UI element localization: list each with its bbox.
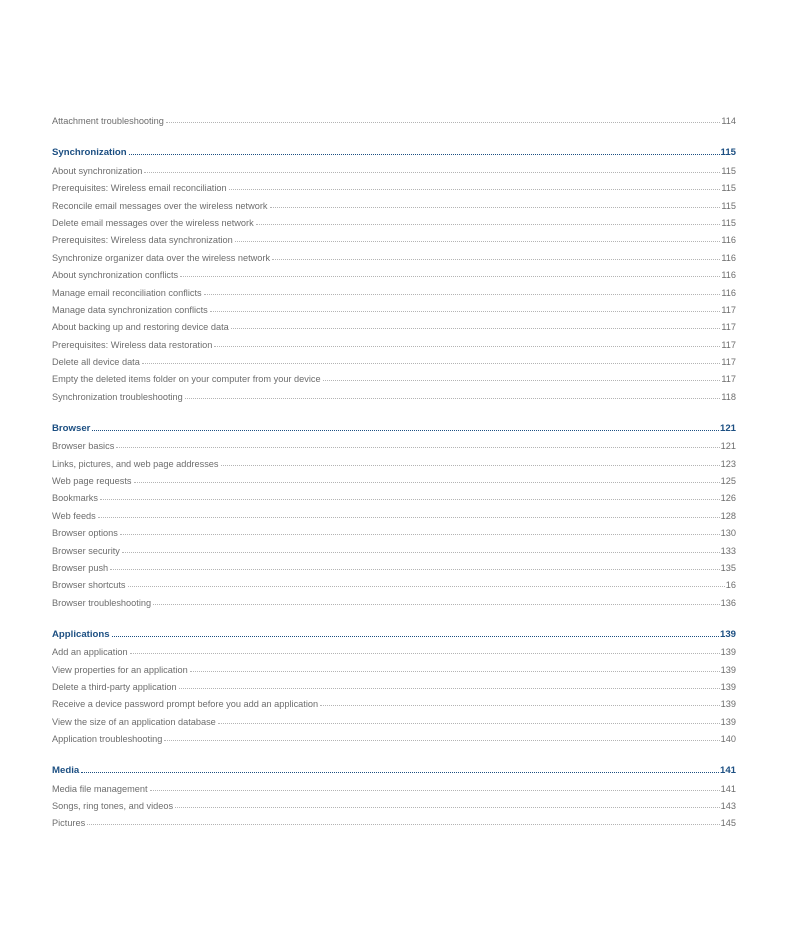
toc-entry[interactable] — [52, 109, 736, 126]
toc-entry-page-number: 117 — [721, 339, 736, 350]
toc-entry-title: View the size of an application database — [52, 716, 216, 727]
toc-section-heading-page-number: 141 — [719, 765, 736, 777]
toc-entry[interactable] — [52, 434, 736, 451]
toc-entry-title: Browser shortcuts — [52, 580, 126, 591]
toc-entry[interactable] — [52, 280, 736, 297]
section-spacer — [52, 402, 736, 416]
toc-entry-page-number: 141 — [720, 783, 736, 794]
toc-entry-page-number: 130 — [720, 528, 736, 539]
section-spacer — [52, 744, 736, 758]
toc-entry[interactable] — [52, 776, 736, 793]
toc-entry[interactable] — [52, 503, 736, 520]
dot-leader — [129, 154, 720, 155]
dot-leader — [185, 398, 721, 399]
dot-leader — [81, 772, 719, 773]
toc-entry-title: Browser security — [52, 545, 120, 556]
toc-entry-page-number: 123 — [720, 458, 736, 469]
toc-entry[interactable] — [52, 657, 736, 674]
dot-leader — [235, 241, 721, 242]
toc-entry-page-number: 139 — [720, 716, 736, 727]
dot-leader — [190, 671, 720, 672]
toc-entry[interactable] — [52, 709, 736, 726]
toc-entry-title: Delete a third-party application — [52, 681, 177, 692]
toc-entry-page-number: 143 — [720, 800, 736, 811]
dot-leader — [320, 705, 720, 706]
toc-entry-title: Browser troubleshooting — [52, 597, 152, 608]
toc-entry-page-number: 133 — [720, 545, 736, 556]
toc-entry[interactable] — [52, 158, 736, 175]
toc-entry-title: Attachment troubleshooting — [52, 116, 164, 127]
toc-section-heading[interactable] — [52, 140, 736, 158]
toc-entry-title: Web feeds — [52, 510, 96, 521]
toc-entry-page-number: 117 — [721, 357, 736, 368]
toc-section-heading-page-number: 115 — [720, 147, 736, 159]
toc-entry-page-number: 139 — [720, 681, 736, 692]
section-spacer — [52, 126, 736, 140]
toc-entry-title: Prerequisites: Wireless data synchronization — [52, 235, 233, 246]
toc-entry[interactable] — [52, 367, 736, 384]
toc-entry[interactable] — [52, 486, 736, 503]
toc-entry-title: Receive a device password prompt before you add an application — [52, 699, 319, 710]
toc-entry[interactable] — [52, 263, 736, 280]
toc-entry[interactable] — [52, 211, 736, 228]
dot-leader — [142, 363, 720, 364]
toc-entry-page-number: 116 — [721, 235, 736, 246]
dot-leader — [256, 224, 721, 225]
toc-entry-page-number: 116 — [721, 252, 736, 263]
toc-entry-title: Manage data synchronization conflicts — [52, 304, 208, 315]
toc-entry[interactable] — [52, 794, 736, 811]
toc-entry-title: Pictures — [52, 818, 86, 829]
dot-leader — [166, 122, 720, 123]
toc-entry-title: Manage email reconciliation conflicts — [52, 287, 202, 298]
dot-leader — [87, 824, 719, 825]
toc-entry-title: View properties for an application — [52, 664, 188, 675]
toc-entry-title: Delete email messages over the wireless network — [52, 217, 254, 228]
toc-entry-title: Web page requests — [52, 476, 132, 487]
toc-entry[interactable] — [52, 675, 736, 692]
dot-leader — [150, 790, 720, 791]
toc-entry[interactable] — [52, 451, 736, 468]
dot-leader — [110, 569, 719, 570]
toc-entry-title: Bookmarks — [52, 493, 98, 504]
toc-entry[interactable] — [52, 298, 736, 315]
toc-entry-title: Empty the deleted items folder on your computer from your device — [52, 374, 321, 385]
toc-entry-title: Songs, ring tones, and videos — [52, 800, 174, 811]
dot-leader — [100, 499, 720, 500]
toc-entry-page-number: 140 — [720, 734, 736, 745]
dot-leader — [323, 380, 721, 381]
dot-leader — [221, 465, 720, 466]
toc-entry-title: Prerequisites: Wireless email reconciliation — [52, 183, 227, 194]
toc-entry[interactable] — [52, 350, 736, 367]
toc-entry-title: Browser basics — [52, 441, 115, 452]
toc-entry-page-number: 126 — [720, 493, 736, 504]
toc-entry-page-number: 125 — [720, 476, 736, 487]
toc-entry-page-number: 16 — [725, 580, 736, 591]
toc-entry-page-number: 116 — [721, 287, 736, 298]
dot-leader — [179, 688, 720, 689]
toc-entry[interactable] — [52, 811, 736, 828]
toc-section-heading-title: Browser — [52, 422, 91, 434]
toc-entry-page-number: 114 — [721, 116, 736, 127]
toc-entry-page-number: 117 — [721, 322, 736, 333]
toc-entry[interactable] — [52, 332, 736, 349]
toc-entry-title: Add an application — [52, 647, 128, 658]
toc-section-heading-title: Applications — [52, 628, 110, 640]
dot-leader — [92, 430, 719, 431]
toc-entry-page-number: 115 — [721, 183, 736, 194]
toc-entry[interactable] — [52, 573, 736, 590]
dot-leader — [98, 517, 720, 518]
toc-entry-title: Synchronize organizer data over the wireless network — [52, 252, 271, 263]
toc-entry[interactable] — [52, 384, 736, 401]
dot-leader — [270, 207, 721, 208]
section-spacer — [52, 608, 736, 622]
toc-entry-title: Delete all device data — [52, 357, 140, 368]
dot-leader — [272, 259, 720, 260]
toc-entry-page-number: 145 — [720, 818, 736, 829]
toc-section-heading[interactable] — [52, 416, 736, 434]
toc-entry[interactable] — [52, 640, 736, 657]
toc-entry-title: Prerequisites: Wireless data restoration — [52, 339, 213, 350]
toc-entry-page-number: 115 — [721, 200, 736, 211]
dot-leader — [122, 552, 720, 553]
toc-entry-page-number: 128 — [720, 510, 736, 521]
toc-entry-title: Reconcile email messages over the wireless network — [52, 200, 268, 211]
toc-entry-title: Browser push — [52, 562, 109, 573]
toc-entry-title: Browser options — [52, 528, 118, 539]
dot-leader — [144, 172, 720, 173]
dot-leader — [130, 653, 720, 654]
toc-entry-title: Links, pictures, and web page addresses — [52, 458, 219, 469]
toc-entry-page-number: 121 — [720, 441, 736, 452]
toc-entry[interactable] — [52, 556, 736, 573]
dot-leader — [153, 604, 720, 605]
toc-entry-page-number: 116 — [721, 270, 736, 281]
toc-section-heading-title: Media — [52, 765, 80, 777]
toc-entry-page-number: 135 — [720, 562, 736, 573]
toc-entry-title: Synchronization troubleshooting — [52, 391, 183, 402]
toc-section-heading-page-number: 139 — [719, 628, 736, 640]
toc-entry-page-number: 139 — [720, 647, 736, 658]
toc-entry[interactable] — [52, 727, 736, 744]
toc-section-heading[interactable] — [52, 758, 736, 776]
dot-leader — [116, 447, 719, 448]
dot-leader — [229, 189, 721, 190]
dot-leader — [164, 740, 719, 741]
toc-entry-title: About synchronization conflicts — [52, 270, 179, 281]
toc-entry-page-number: 118 — [721, 391, 736, 402]
toc-section-heading-title: Synchronization — [52, 147, 127, 159]
toc-entry-title: Application troubleshooting — [52, 734, 163, 745]
dot-leader — [128, 586, 725, 587]
toc-entry[interactable] — [52, 228, 736, 245]
toc-entry[interactable] — [52, 538, 736, 555]
dot-leader — [210, 311, 721, 312]
toc-entry-title: Media file management — [52, 783, 148, 794]
dot-leader — [112, 636, 719, 637]
dot-leader — [120, 534, 720, 535]
dot-leader — [204, 294, 721, 295]
dot-leader — [214, 346, 720, 347]
dot-leader — [175, 807, 720, 808]
toc-entry-page-number: 115 — [721, 217, 736, 228]
toc-entry[interactable] — [52, 245, 736, 262]
toc-entry[interactable] — [52, 193, 736, 210]
toc-entry-page-number: 139 — [720, 664, 736, 675]
toc-entry-page-number: 139 — [720, 699, 736, 710]
toc-entry-title: About backing up and restoring device data — [52, 322, 229, 333]
toc-entry-page-number: 117 — [721, 304, 736, 315]
toc-section-heading-page-number: 121 — [719, 422, 736, 434]
dot-leader — [218, 723, 720, 724]
toc-entry[interactable] — [52, 176, 736, 193]
toc-entry-title: About synchronization — [52, 165, 143, 176]
dot-leader — [231, 328, 721, 329]
toc-entry[interactable] — [52, 692, 736, 709]
table-of-contents — [52, 109, 736, 828]
toc-entry-page-number: 115 — [721, 165, 736, 176]
toc-section-heading[interactable] — [52, 622, 736, 640]
toc-entry[interactable] — [52, 590, 736, 607]
toc-entry[interactable] — [52, 521, 736, 538]
toc-entry-page-number: 117 — [721, 374, 736, 385]
toc-entry[interactable] — [52, 469, 736, 486]
dot-leader — [134, 482, 720, 483]
toc-entry[interactable] — [52, 315, 736, 332]
toc-entry-page-number: 136 — [720, 597, 736, 608]
dot-leader — [180, 276, 720, 277]
